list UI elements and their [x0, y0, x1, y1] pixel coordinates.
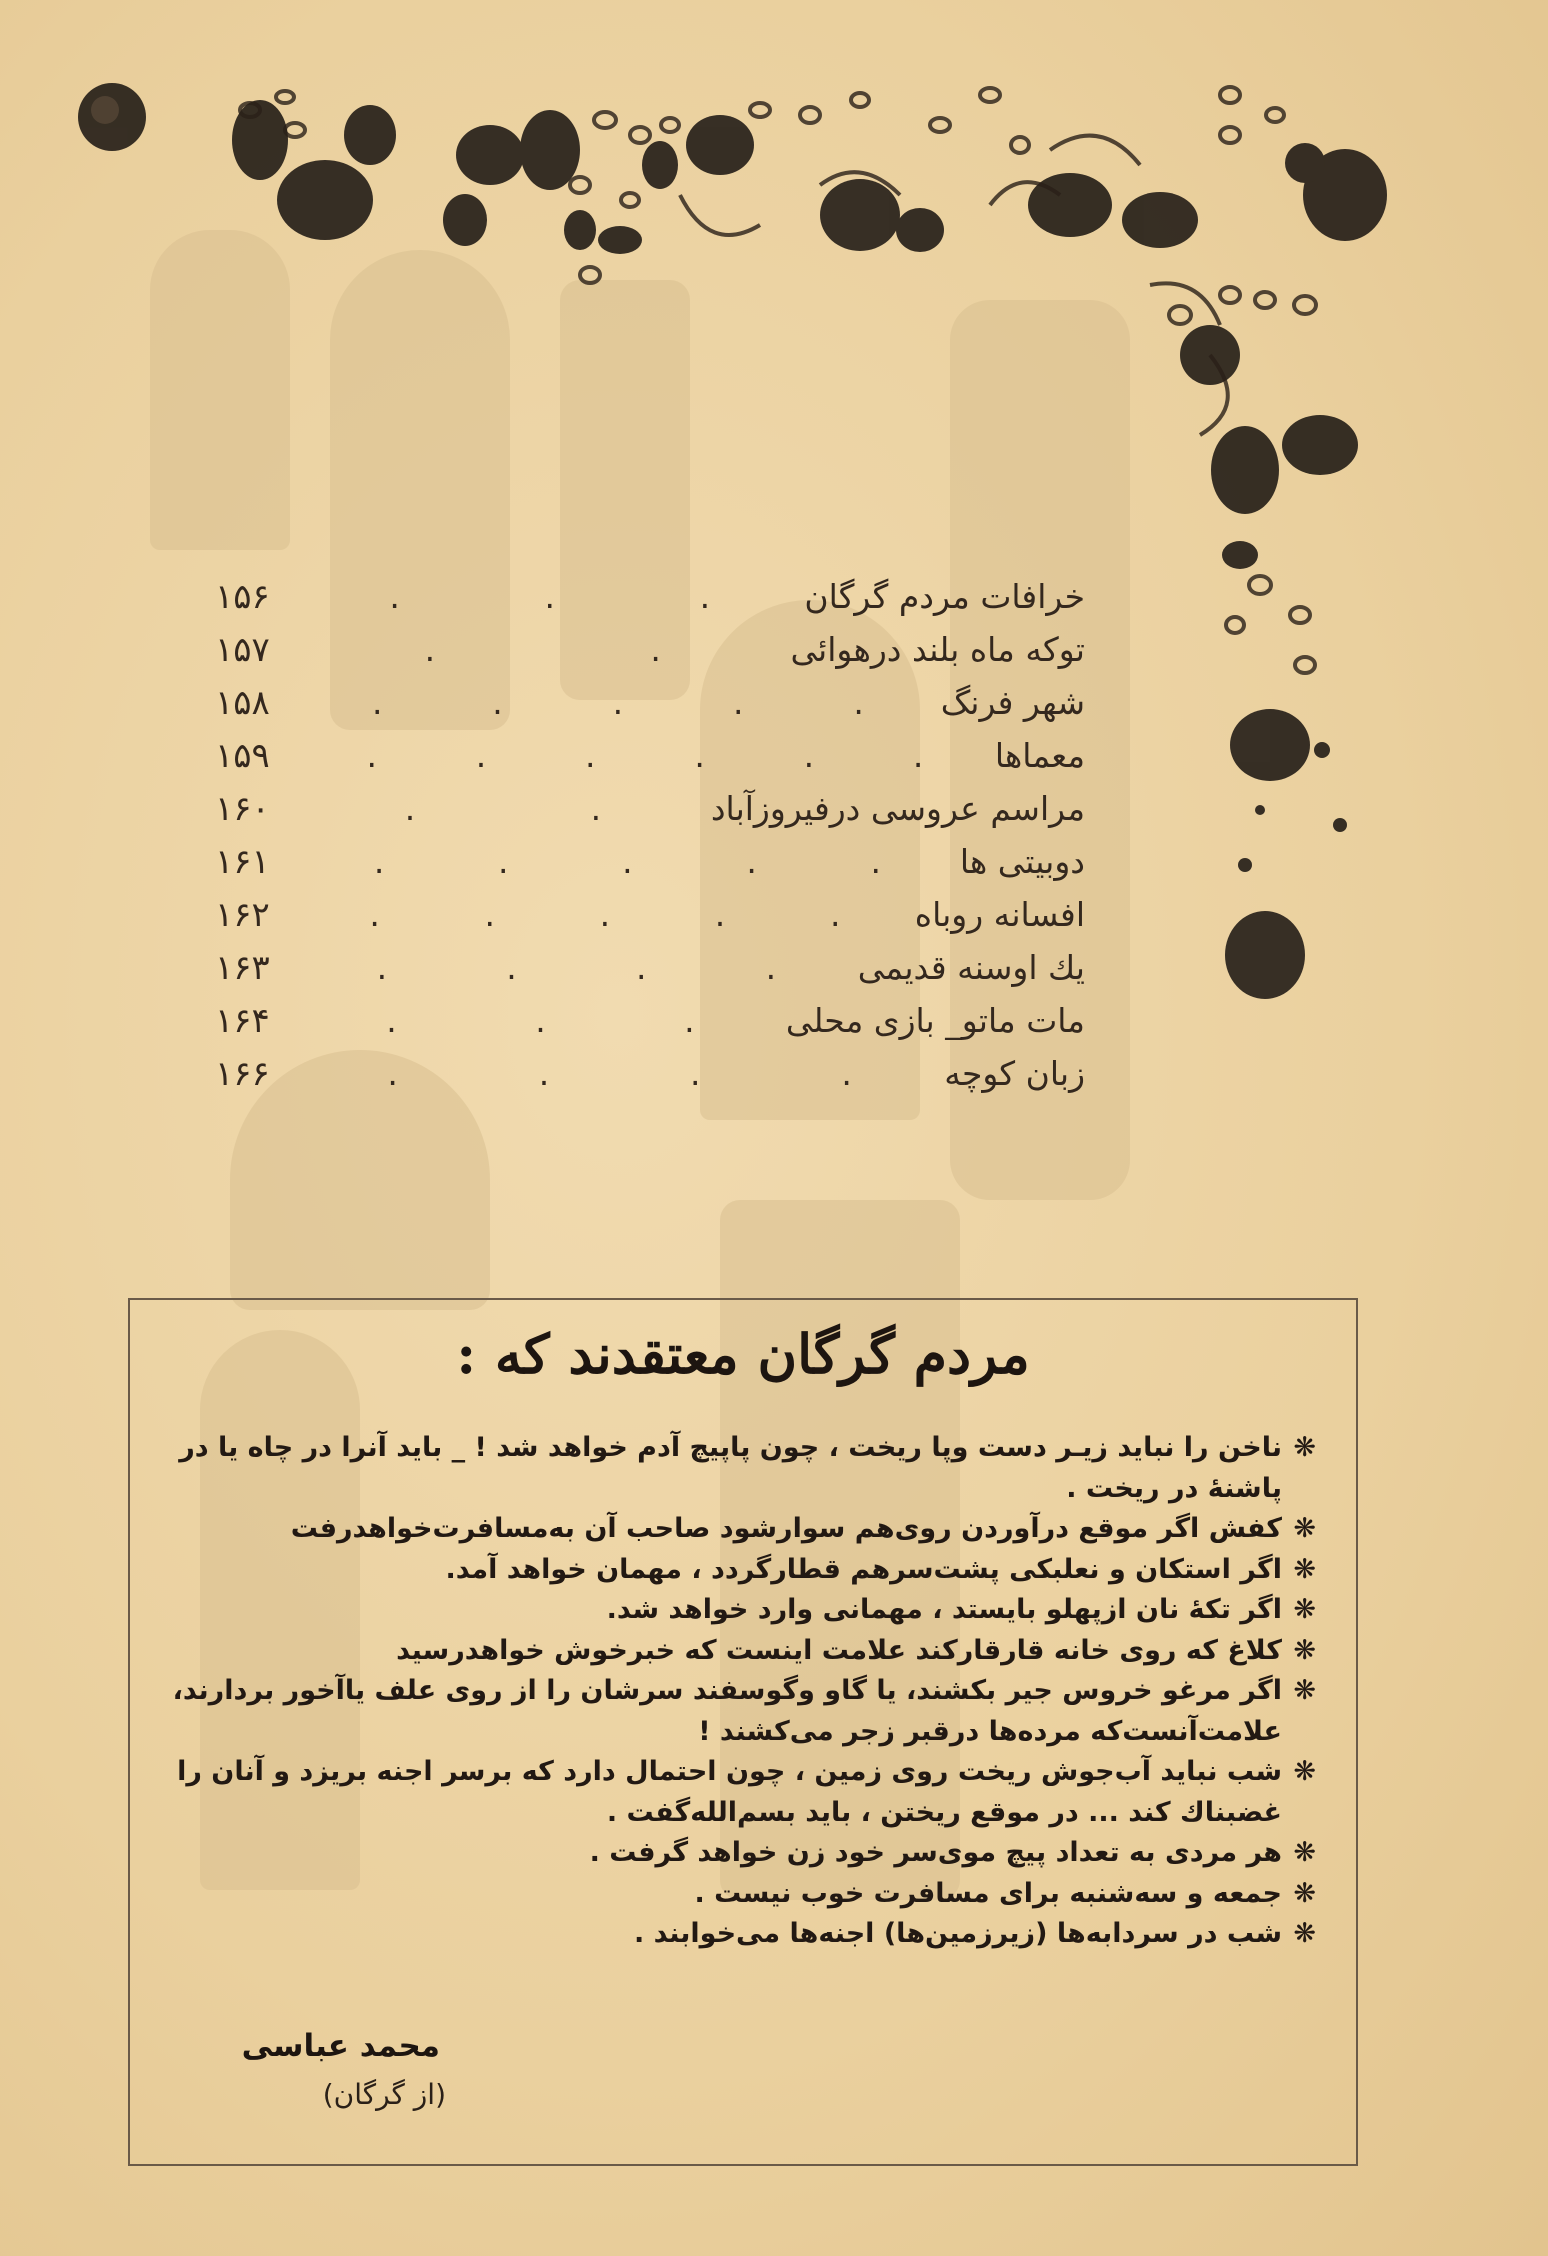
toc-entry-page: ۱۶۴ [215, 1000, 270, 1041]
belief-item [158, 1590, 1316, 1631]
beliefs-box [128, 1298, 1358, 2166]
belief-item [158, 1631, 1316, 1672]
belief-text: شب در سردابه‌ها (زیرزمین‌ها) اجنه‌ها می‌خوابند . [633, 1918, 1282, 1949]
belief-item [158, 1833, 1316, 1874]
toc-entry [215, 835, 1085, 888]
toc-entry-page: ۱۵۶ [215, 576, 270, 617]
toc-entry-title: معماها [994, 736, 1085, 775]
asterisk-bullet-icon: ❋ [1293, 1756, 1316, 1787]
belief-item [158, 1550, 1316, 1591]
toc-leader-dots: . . [424, 630, 661, 669]
belief-item [158, 1914, 1316, 1955]
belief-text: هر مردی به تعداد پیچ موی‌سر خود زن خواهد گرفت . [589, 1837, 1282, 1868]
toc-entry [215, 888, 1085, 941]
belief-item [158, 1428, 1316, 1509]
toc-entry-title: مات ماتو_ بازی محلی [785, 1001, 1085, 1040]
asterisk-bullet-icon: ❋ [1293, 1513, 1316, 1544]
toc-entry-title: دوبیتی ها [959, 842, 1085, 881]
toc-entry [215, 1047, 1085, 1100]
author-origin: (از گرگان) [322, 2078, 446, 2111]
belief-text: اگر تکهٔ نان ازپهلو بایستد ، مهمانی وارد خواهد شد. [606, 1594, 1282, 1625]
toc-entry [215, 570, 1085, 623]
toc-entry-page: ۱۶۱ [215, 841, 270, 882]
toc-entry-page: ۱۵۹ [215, 735, 270, 776]
toc-leader-dots: . . . . [387, 1054, 852, 1093]
toc-leader-dots: . . . . . [369, 895, 841, 934]
toc-entry-title: شهر فرنگ [940, 683, 1085, 722]
belief-text: ناخن را نباید زیـر دست وپا ریخت ، چون پاپیچ آدم خواهد شد ! _ باید آنرا در چاه یا در پاشنهٔ در ریخت . [179, 1432, 1282, 1504]
author-name: محمد عباسی [241, 2028, 440, 2064]
asterisk-bullet-icon: ❋ [1293, 1837, 1316, 1868]
box-title: مردم گرگان معتقدند که : [456, 1322, 1030, 1386]
toc-entry-page: ۱۶۶ [215, 1053, 270, 1094]
asterisk-bullet-icon: ❋ [1293, 1918, 1316, 1949]
belief-item [158, 1509, 1316, 1550]
belief-item [158, 1874, 1316, 1915]
toc-leader-dots: . . . . [376, 948, 777, 987]
toc-entry-page: ۱۶۳ [215, 947, 270, 988]
toc-entry [215, 623, 1085, 676]
belief-item [158, 1752, 1316, 1833]
toc-entry-page: ۱۶۲ [215, 894, 270, 935]
asterisk-bullet-icon: ❋ [1293, 1553, 1316, 1585]
belief-text: جمعه و سه‌شنبه برای مسافرت خوب نیست . [694, 1877, 1282, 1909]
asterisk-bullet-icon: ❋ [1293, 1877, 1316, 1909]
toc-leader-dots: . . [404, 789, 602, 828]
toc-entry [215, 782, 1085, 835]
toc-entry-title: زبان کوچه [944, 1054, 1085, 1093]
toc-entry-page: ۱۵۷ [215, 629, 270, 670]
beliefs-list [158, 1428, 1316, 1955]
toc-entry-title: توکه ماه بلند درهوائی [790, 630, 1085, 669]
toc-entry [215, 994, 1085, 1047]
toc-leader-dots: . . . [386, 1001, 695, 1040]
toc-entry [215, 941, 1085, 994]
asterisk-bullet-icon: ❋ [1293, 1634, 1316, 1666]
belief-text: اگر استکان و نعلبکی پشت‌سرهم قطارگردد ، مهمان خواهد آمد. [445, 1553, 1282, 1585]
toc-entry [215, 729, 1085, 782]
toc-entry-page: ۱۵۸ [215, 682, 270, 723]
belief-text: کلاغ که روی خانه قارقارکند علامت اینست که خبرخوش خواهدرسید [396, 1634, 1282, 1666]
belief-text: شب نباید آب‌جوش ریخت روی زمین ، چون احتمال دارد که برسر اجنه بریزد و آنان را غضبناك کند ... در موقع ریختن ، باید بسم‌الله‌گفت . [177, 1756, 1282, 1828]
belief-item [158, 1671, 1316, 1752]
asterisk-bullet-icon: ❋ [1293, 1432, 1316, 1463]
toc-leader-dots: . . . [389, 577, 711, 616]
toc-entry-title: افسانه روباه [914, 895, 1085, 934]
asterisk-bullet-icon: ❋ [1293, 1594, 1316, 1625]
table-of-contents [215, 570, 1085, 1100]
toc-leader-dots: . . . . . [373, 842, 881, 881]
toc-entry [215, 676, 1085, 729]
toc-leader-dots: . . . . . . [366, 736, 924, 775]
toc-leader-dots: . . . . . [371, 683, 864, 722]
belief-text: اگر مرغو خروس جیر بکشند، یا گاو وگوسفند سرشان را از روی علف یاآخور بردارند، علامت‌آنست‌که مرده‌ها درقبر زجر می‌کشند ! [172, 1675, 1282, 1747]
belief-text: کفش اگر موقع درآوردن روی‌هم سوارشود صاحب آن به‌مسافرت‌خواهدرفت [290, 1513, 1282, 1544]
toc-entry-title: مراسم عروسی درفیروزآباد [710, 789, 1085, 828]
toc-entry-title: یك اوسنه قدیمی [857, 948, 1085, 987]
toc-entry-title: خرافات مردم گرگان [804, 577, 1085, 616]
toc-entry-page: ۱۶۰ [215, 788, 270, 829]
asterisk-bullet-icon: ❋ [1293, 1675, 1316, 1706]
